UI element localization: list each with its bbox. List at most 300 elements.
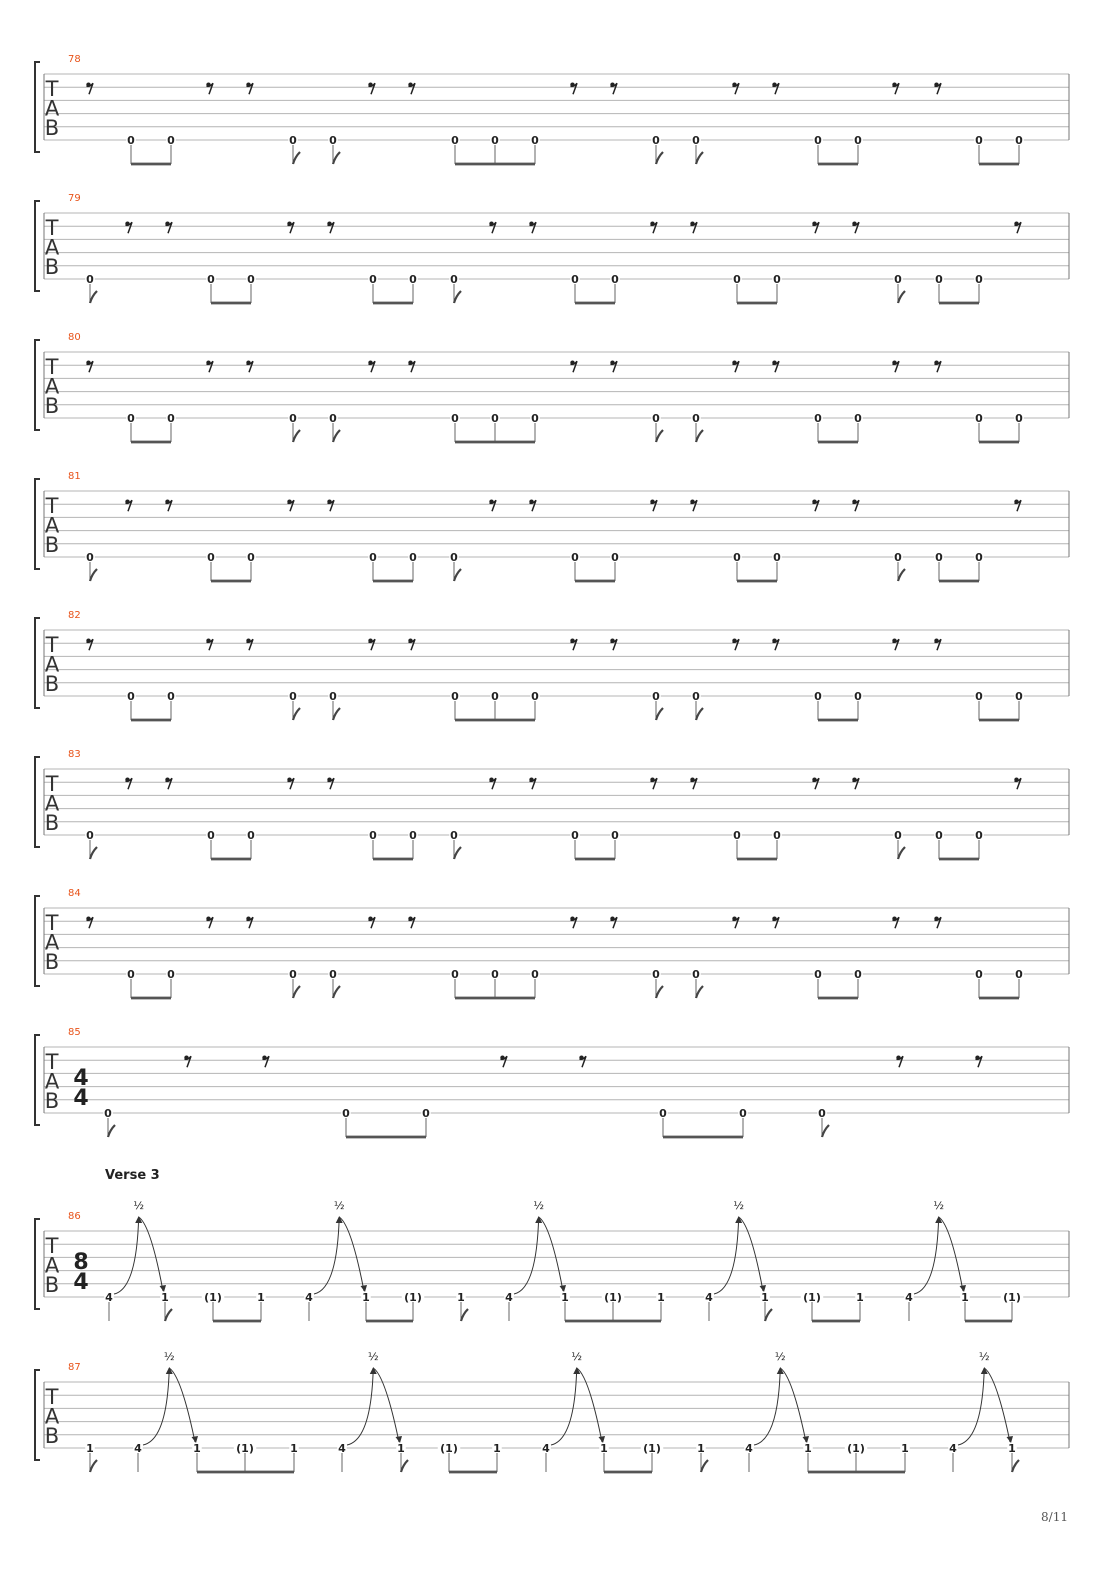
tab-note — [368, 829, 378, 859]
fret-number: 0 — [659, 1107, 667, 1120]
note-flag — [696, 986, 703, 998]
tab-note — [328, 968, 340, 998]
fret-number: 0 — [975, 134, 983, 147]
fret-number: 4 — [134, 1442, 142, 1455]
fret-number: 0 — [127, 968, 135, 981]
tab-note — [1014, 134, 1024, 164]
note-flag — [765, 1309, 772, 1321]
fret-number: 0 — [611, 273, 619, 286]
bend-amount: ½ — [733, 1199, 745, 1212]
eighth-rest — [852, 500, 859, 512]
tab-note — [570, 551, 580, 581]
eighth-rest — [772, 639, 779, 651]
tab-clef-t: T — [45, 216, 59, 240]
eighth-rest — [368, 639, 375, 651]
eighth-rest — [86, 639, 93, 651]
fret-number: 0 — [247, 551, 255, 564]
tab-note — [656, 1291, 666, 1321]
eighth-rest — [327, 222, 334, 234]
tab-note — [341, 1107, 351, 1137]
tab-note — [893, 273, 905, 303]
eighth-rest — [246, 639, 253, 651]
fret-number: 0 — [167, 690, 175, 703]
tab-note — [337, 1442, 347, 1472]
tab-note — [1001, 1291, 1024, 1321]
tab-note — [658, 1107, 668, 1137]
tab-clef-t: T — [45, 911, 59, 935]
tab-note — [530, 134, 540, 164]
eighth-rest — [772, 917, 779, 929]
tab-note — [904, 1291, 914, 1321]
fret-number: 1 — [493, 1442, 501, 1455]
tab-clef-b: B — [44, 533, 60, 557]
note-flag — [656, 152, 663, 164]
note-flag — [293, 708, 300, 720]
fret-number: 4 — [745, 1442, 753, 1455]
note-flag — [333, 986, 340, 998]
fret-number: (1) — [1003, 1291, 1021, 1304]
eighth-rest — [570, 917, 577, 929]
fret-number: 0 — [818, 1107, 826, 1120]
fret-number: 0 — [127, 134, 135, 147]
eighth-rest — [86, 361, 93, 373]
fret-number: 0 — [104, 1107, 112, 1120]
eighth-rest — [246, 917, 253, 929]
tab-note — [760, 1291, 772, 1321]
fret-number: 0 — [1015, 412, 1023, 425]
fret-number: 0 — [409, 829, 417, 842]
eighth-rest — [975, 1056, 982, 1068]
bend-release — [514, 1199, 566, 1294]
tab-note — [456, 1291, 468, 1321]
tab-note — [160, 1291, 172, 1321]
measure-number: 79 — [68, 193, 81, 204]
eighth-rest — [262, 1056, 269, 1068]
fret-number: 0 — [329, 134, 337, 147]
note-flag — [90, 291, 97, 303]
tab-note — [974, 968, 984, 998]
fret-number: 0 — [975, 412, 983, 425]
fret-number: 1 — [257, 1291, 265, 1304]
tab-note — [1014, 690, 1024, 720]
fret-number: 0 — [854, 690, 862, 703]
tab-clef-a: A — [44, 930, 60, 955]
tab-clef-t: T — [45, 355, 59, 379]
eighth-rest — [408, 917, 415, 929]
note-flag — [401, 1460, 408, 1472]
fret-number: 1 — [961, 1291, 969, 1304]
tab-system — [35, 1027, 1069, 1137]
bend-amount: ½ — [774, 1350, 786, 1363]
fret-number: 0 — [289, 134, 297, 147]
tab-note — [691, 412, 703, 442]
tab-note — [893, 551, 905, 581]
tab-note — [738, 1107, 748, 1137]
fret-number: 0 — [652, 134, 660, 147]
tab-clef-a: A — [44, 235, 60, 260]
tab-note — [893, 829, 905, 859]
fret-number: 0 — [491, 968, 499, 981]
tab-system — [35, 610, 1069, 720]
eighth-rest — [732, 639, 739, 651]
fret-number: 0 — [935, 551, 943, 564]
fret-number: 0 — [86, 273, 94, 286]
tab-note — [599, 1442, 609, 1472]
measure-number: 80 — [68, 332, 81, 343]
tab-note — [234, 1442, 257, 1472]
tab-note — [845, 1442, 868, 1472]
fret-number: 0 — [692, 412, 700, 425]
fret-number: 0 — [935, 829, 943, 842]
fret-number: (1) — [204, 1291, 222, 1304]
fret-number: 0 — [975, 968, 983, 981]
fret-number: 4 — [949, 1442, 957, 1455]
fret-number: 0 — [450, 829, 458, 842]
tab-clef-b: B — [44, 1089, 60, 1113]
eighth-rest — [852, 778, 859, 790]
fret-number: 0 — [975, 829, 983, 842]
fret-number: 1 — [657, 1291, 665, 1304]
fret-number: 0 — [935, 273, 943, 286]
eighth-rest — [650, 222, 657, 234]
note-flag — [696, 152, 703, 164]
fret-number: 0 — [692, 690, 700, 703]
tab-note — [166, 134, 176, 164]
note-flag — [165, 1309, 172, 1321]
fret-number: 0 — [652, 690, 660, 703]
tab-note — [289, 1442, 299, 1472]
tab-note — [974, 412, 984, 442]
tab-note — [610, 551, 620, 581]
tab-note — [206, 273, 216, 303]
tab-note — [1014, 968, 1024, 998]
tab-note — [421, 1107, 431, 1137]
fret-number: (1) — [440, 1442, 458, 1455]
system-bracket — [35, 896, 40, 986]
eighth-rest — [934, 361, 941, 373]
page-number: 8/11 — [1041, 1510, 1068, 1524]
bend-amount: ½ — [533, 1199, 545, 1212]
eighth-rest — [1014, 778, 1021, 790]
fret-number: 0 — [571, 273, 579, 286]
note-flag — [701, 1460, 708, 1472]
measure-number: 78 — [68, 54, 81, 65]
bend-release — [914, 1199, 966, 1294]
tab-clef-a: A — [44, 791, 60, 816]
tab-note — [530, 412, 540, 442]
tab-clef-a: A — [44, 652, 60, 677]
tab-note — [974, 273, 984, 303]
tab-note — [772, 829, 782, 859]
fret-number: 4 — [542, 1442, 550, 1455]
tab-note — [246, 829, 256, 859]
fret-number: 0 — [329, 412, 337, 425]
fret-number: 0 — [773, 551, 781, 564]
note-flag — [454, 291, 461, 303]
fret-number: 0 — [571, 829, 579, 842]
tab-note — [450, 134, 460, 164]
eighth-rest — [206, 917, 213, 929]
tab-system — [35, 193, 1069, 303]
eighth-rest — [489, 222, 496, 234]
tab-note — [960, 1291, 970, 1321]
tab-note — [691, 690, 703, 720]
fret-number: 0 — [369, 551, 377, 564]
tab-note — [974, 690, 984, 720]
tab-clef-t: T — [45, 1234, 59, 1258]
note-flag — [333, 708, 340, 720]
fret-number: 0 — [814, 968, 822, 981]
tab-system — [35, 1350, 1069, 1472]
tab-clef-b: B — [44, 950, 60, 974]
tab-note — [853, 134, 863, 164]
eighth-rest — [772, 83, 779, 95]
tab-clef-a: A — [44, 374, 60, 399]
fret-number: 0 — [611, 551, 619, 564]
tab-note — [126, 690, 136, 720]
fret-number: 4 — [905, 1291, 913, 1304]
tab-note — [166, 690, 176, 720]
tab-note — [610, 273, 620, 303]
system-bracket — [35, 201, 40, 291]
fret-number: 0 — [571, 551, 579, 564]
fret-number: 0 — [733, 829, 741, 842]
time-signature-bottom: 4 — [73, 1086, 89, 1111]
eighth-rest — [690, 778, 697, 790]
tab-note — [691, 968, 703, 998]
tab-note — [813, 690, 823, 720]
tab-clef-t: T — [45, 494, 59, 518]
note-flag — [656, 708, 663, 720]
tab-note — [166, 412, 176, 442]
tab-note — [256, 1291, 266, 1321]
tab-note — [651, 412, 663, 442]
measure-number: 86 — [68, 1211, 81, 1222]
bend-amount: ½ — [133, 1199, 145, 1212]
fret-number: 0 — [207, 829, 215, 842]
tab-clef-a: A — [44, 1253, 60, 1278]
tab-clef-b: B — [44, 116, 60, 140]
tab-note — [490, 134, 500, 164]
tab-note — [813, 412, 823, 442]
tab-note — [530, 690, 540, 720]
tab-note — [855, 1291, 865, 1321]
eighth-rest — [165, 222, 172, 234]
fret-number: 0 — [854, 134, 862, 147]
note-flag — [333, 430, 340, 442]
bend-release — [314, 1199, 367, 1294]
tab-note — [934, 551, 944, 581]
tab-clef-b: B — [44, 255, 60, 279]
eighth-rest — [529, 222, 536, 234]
tab-note — [853, 690, 863, 720]
note-flag — [108, 1125, 115, 1137]
tab-note — [192, 1442, 202, 1472]
fret-number: 0 — [409, 273, 417, 286]
fret-number: 0 — [450, 551, 458, 564]
tab-note — [803, 1442, 813, 1472]
tab-note — [974, 134, 984, 164]
fret-number: 0 — [531, 412, 539, 425]
fret-number: 0 — [975, 273, 983, 286]
note-flag — [898, 847, 905, 859]
tab-note — [530, 968, 540, 998]
eighth-rest — [184, 1056, 191, 1068]
tab-clef-t: T — [45, 1050, 59, 1074]
fret-number: 1 — [901, 1442, 909, 1455]
tab-note — [490, 412, 500, 442]
fret-number: 0 — [814, 134, 822, 147]
tab-note — [704, 1291, 714, 1321]
tab-note — [408, 273, 418, 303]
fret-number: 0 — [733, 551, 741, 564]
fret-number: 0 — [975, 690, 983, 703]
eighth-rest — [86, 917, 93, 929]
fret-number: 0 — [409, 551, 417, 564]
tab-clef-t: T — [45, 1385, 59, 1409]
eighth-rest — [327, 778, 334, 790]
eighth-rest — [934, 917, 941, 929]
tab-note — [651, 134, 663, 164]
fret-number: 4 — [705, 1291, 713, 1304]
eighth-rest — [812, 778, 819, 790]
eighth-rest — [610, 639, 617, 651]
eighth-rest — [732, 917, 739, 929]
tab-note — [813, 134, 823, 164]
fret-number: (1) — [643, 1442, 661, 1455]
bend-release — [143, 1350, 198, 1445]
tab-note — [408, 829, 418, 859]
tab-note — [732, 273, 742, 303]
eighth-rest — [892, 361, 899, 373]
eighth-rest — [690, 500, 697, 512]
tab-note — [691, 134, 703, 164]
measure-number: 83 — [68, 749, 81, 760]
fret-number: 0 — [422, 1107, 430, 1120]
tab-clef-a: A — [44, 1404, 60, 1429]
fret-number: 0 — [491, 412, 499, 425]
eighth-rest — [570, 361, 577, 373]
tab-clef-b: B — [44, 811, 60, 835]
note-flag — [90, 1460, 97, 1472]
fret-number: 0 — [451, 968, 459, 981]
measure-number: 81 — [68, 471, 81, 482]
fret-number: 0 — [531, 968, 539, 981]
tab-note — [288, 968, 300, 998]
tab-note — [126, 968, 136, 998]
note-flag — [656, 430, 663, 442]
eighth-rest — [287, 222, 294, 234]
eighth-rest — [570, 639, 577, 651]
fret-number: 1 — [193, 1442, 201, 1455]
fret-number: 0 — [247, 829, 255, 842]
eighth-rest — [650, 778, 657, 790]
eighth-rest — [610, 83, 617, 95]
eighth-rest — [934, 639, 941, 651]
eighth-rest — [86, 83, 93, 95]
note-flag — [90, 847, 97, 859]
eighth-rest — [489, 500, 496, 512]
tab-note — [328, 690, 340, 720]
measure-number: 82 — [68, 610, 81, 621]
measure-number: 85 — [68, 1027, 81, 1038]
fret-number: (1) — [803, 1291, 821, 1304]
tab-note — [974, 551, 984, 581]
eighth-rest — [812, 500, 819, 512]
fret-number: 0 — [86, 829, 94, 842]
tab-note — [696, 1442, 708, 1472]
fret-number: (1) — [847, 1442, 865, 1455]
tab-note — [396, 1442, 408, 1472]
tab-note — [206, 829, 216, 859]
fret-number: 0 — [773, 273, 781, 286]
fret-number: 0 — [894, 273, 902, 286]
eighth-rest — [690, 222, 697, 234]
tab-clef-b: B — [44, 1273, 60, 1297]
tab-note — [246, 273, 256, 303]
tab-note — [449, 551, 461, 581]
fret-number: 0 — [733, 273, 741, 286]
system-bracket — [35, 340, 40, 430]
system-bracket — [35, 618, 40, 708]
fret-number: 1 — [561, 1291, 569, 1304]
tab-note — [402, 1291, 425, 1321]
fret-number: 0 — [692, 968, 700, 981]
eighth-rest — [892, 639, 899, 651]
fret-number: (1) — [604, 1291, 622, 1304]
tab-note — [104, 1291, 114, 1321]
tab-clef-a: A — [44, 96, 60, 121]
tab-note — [772, 551, 782, 581]
tab-note — [651, 690, 663, 720]
time-signature-top: 8 — [73, 1250, 89, 1275]
fret-number: 0 — [854, 412, 862, 425]
bend-amount: ½ — [978, 1350, 990, 1363]
tab-note — [934, 829, 944, 859]
note-flag — [333, 152, 340, 164]
tab-note — [85, 273, 97, 303]
fret-number: 1 — [290, 1442, 298, 1455]
eighth-rest — [732, 83, 739, 95]
tab-note — [368, 273, 378, 303]
eighth-rest — [246, 361, 253, 373]
tab-note — [570, 829, 580, 859]
fret-number: 0 — [127, 690, 135, 703]
tab-note — [744, 1442, 754, 1472]
tab-clef-t: T — [45, 77, 59, 101]
tab-note — [288, 134, 300, 164]
fret-number: 0 — [451, 412, 459, 425]
eighth-rest — [570, 83, 577, 95]
fret-number: 0 — [531, 690, 539, 703]
note-flag — [898, 291, 905, 303]
tab-note — [570, 273, 580, 303]
tab-clef-t: T — [45, 633, 59, 657]
tab-note — [732, 829, 742, 859]
fret-number: 0 — [369, 829, 377, 842]
eighth-rest — [125, 500, 132, 512]
fret-number: 0 — [127, 412, 135, 425]
fret-number: 1 — [1008, 1442, 1016, 1455]
fret-number: 0 — [450, 273, 458, 286]
eighth-rest — [165, 778, 172, 790]
bend-release — [114, 1199, 166, 1294]
fret-number: 4 — [338, 1442, 346, 1455]
note-flag — [1012, 1460, 1019, 1472]
tab-clef-b: B — [44, 394, 60, 418]
fret-number: (1) — [404, 1291, 422, 1304]
system-bracket — [35, 757, 40, 847]
